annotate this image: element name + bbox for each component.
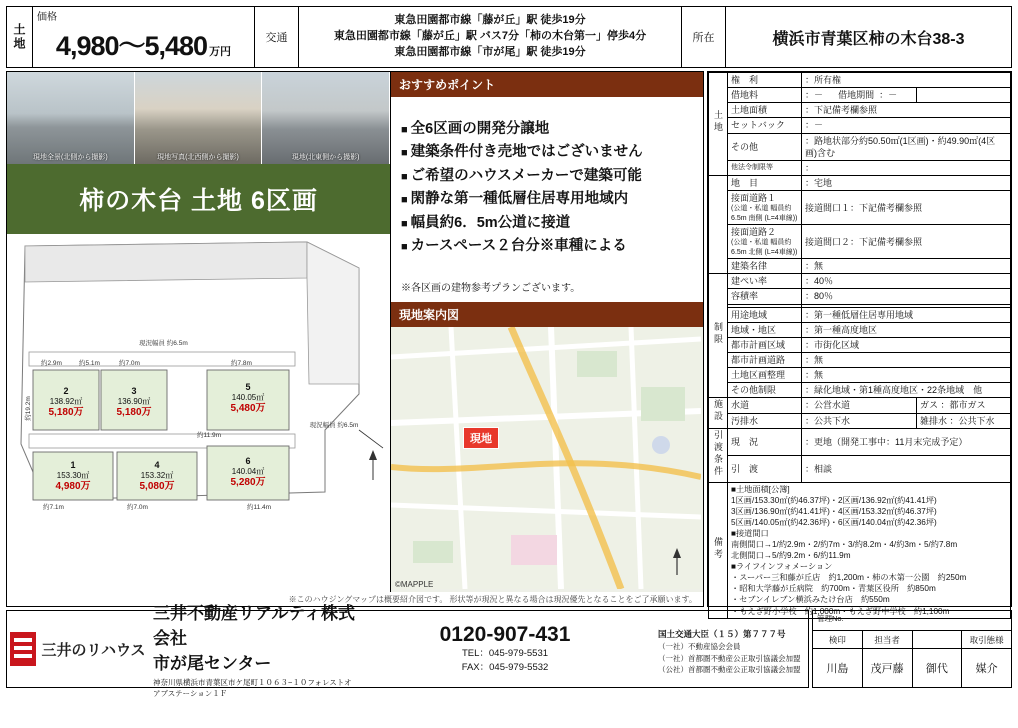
price-value: 4,980〜5,480 [55,31,208,61]
freedial-number[interactable]: 0120-907-431 [439,622,571,646]
stamp-column [863,631,913,687]
spec-key: 地 目 [728,175,802,190]
management-no-label: 管理No. [813,611,1011,631]
spec-key: その他制限 [728,383,802,398]
point-item: ■ カースペース２台分※車種による [401,235,695,258]
points-note: ※各区画の建物参考プランございます。 [401,282,581,294]
assoc-line: （公社）首都圏不動産公正取引協議会加盟 [658,665,801,675]
spec-value: ： [802,160,1011,175]
point-item: ■ 建築条件付き売地ではございません [401,141,695,164]
lot-label: 1 153.30㎡ 4,980万 [55,460,91,493]
access-line: 東急田園都市線「藤が丘」駅 バス7分「柿の木台第一」停歩4分 [333,30,647,43]
stamp-value: 御代 [925,663,948,675]
spec-value: ：所有権 [802,73,1011,88]
site-plan-map: 現況幅員 約6.5m 現況幅員 約6.5m 約2.9m 約5.1m 約7.0m 約7.8m 約19.2m 約11.9m 約7.1m 約7.0m 約11.4m 2 138.92㎡ 5,180万 3 136.90㎡ 5,180万 5 140.05㎡ 5,480万 1 153.30㎡ 4,980万 4 153.32㎡ 5,080万 6 140.04㎡ 5,280万 [7,234,390,592]
area-map-drawing [391,327,701,589]
photo-caption: 現地写真(北西側から撮影) [157,154,239,161]
spec-group-utilities: 施設 [708,398,727,428]
branch-name: 市が尾センター [153,654,272,673]
tel-number: TEL：045-979-5531 [461,647,549,659]
access-line: 東急田園都市線「藤が丘」駅 徒歩19分 [394,14,586,27]
spec-value: ：第一種低層住居専用地域 [802,307,1011,322]
header [6,6,1012,68]
map-credit: ©MAPPLE [395,580,434,589]
photo-strip [7,72,390,164]
company-info [149,599,358,699]
assoc-line: （一社）不動産協会会員 [658,642,741,652]
spec-value: 接道間口２：下記備考欄参照 [802,225,1011,259]
access-label: 交通 [255,7,299,67]
spec-table [708,72,1011,619]
spec-value: 雑排水 ：公共下水 [916,413,1010,428]
spec-key: 用途地域 [728,307,802,322]
spec-panel [707,71,1012,616]
logo-text: 三井のリハウス [41,641,146,659]
project-title: 柿の木台 土地 6区画 [7,164,390,234]
spec-key: 他法令制限等 [728,160,802,175]
sitemap-column [7,72,391,592]
address-block [681,7,1011,67]
spec-value: ガス ：都市ガス [916,398,1010,413]
spec-key: セットバック [728,118,802,133]
spec-value: ：無 [802,259,1011,274]
area-map-heading: 現地案内図 [391,302,703,327]
stamp-column [913,631,963,687]
stamp-header: 取引態様 [962,631,1011,649]
points-heading: おすすめポイント [391,72,703,97]
lot-label: 5 140.05㎡ 5,480万 [230,382,266,415]
spec-value: ：－ 借地期間 ：－ [802,88,917,103]
spec-group-handover: 引渡条件 [708,428,727,482]
contact-block[interactable] [358,623,658,676]
point-item: ■ 全6区画の開発分譲地 [401,118,695,141]
stamp-column [962,631,1011,687]
here-marker: 現地 [463,427,499,449]
spec-value: ：40％ [802,274,1011,289]
spec-value: ：下記備考欄参照 [802,103,1011,118]
spec-value: ：無 [802,368,1011,383]
spec-key: 建築名律 [728,259,802,274]
property-type-tag: 土地 [7,7,33,67]
road-width-label: 現況幅員 約6.5m [309,422,359,429]
point-item: ■ 幅員約6．5m公道に接道 [401,212,695,235]
spec-key: 地域・地区 [728,322,802,337]
spec-key: 接面道路２ (公道・私道 幅員約6.5m 北側 (L=4車線)) [728,225,802,259]
stamp-value: 茂戸藤 [870,663,904,675]
company-logo [7,611,149,687]
point-item: ■ 閑静な第一種低層住居専用地域内 [401,188,695,211]
left-panel [6,71,704,607]
assoc-line: （一社）首都圏不動産公正取引協議会加盟 [658,653,801,663]
lot-label: 6 140.04㎡ 5,280万 [230,456,266,489]
license-number: 国土交通大臣（１５）第７７７号 [658,628,786,639]
spec-key: 借地料 [728,88,802,103]
spec-key: その他 [728,133,802,160]
property-photo [135,72,263,164]
spec-key: 汚排水 [728,413,802,428]
lot-label: 2 138.92㎡ 5,180万 [48,386,84,419]
road-width-label: 現況幅員 約6.5m [139,340,188,347]
spec-key: 都市計画区域 [728,337,802,352]
spec-value: ：宅地 [802,175,1011,190]
stamp-header: 担当者 [863,631,912,649]
spec-key: 水道 [728,398,802,413]
stamp-header: 検印 [813,631,862,649]
company-address: 神奈川県横浜市青葉区市ケ尾町１０６３−１０フォレストオアブステーション１Ｆ [153,678,352,698]
spec-value: 接道間口１：下記備考欄参照 [802,191,1011,225]
stamp-column [813,631,863,687]
photo-caption: 現地全景(北側から撮影) [33,154,108,161]
fax-number: FAX：045-979-5532 [461,662,549,673]
spec-value: ：－ [802,118,1011,133]
spec-key: 都市計画道路 [728,353,802,368]
sitemap-note: ※このハウジングマップは概要紹介図です。 形状等が現況と異なる場合は現況優先となることをご了承願います。 [288,595,697,604]
spec-key: 引 渡 [728,455,802,482]
spec-key: 権 利 [728,73,802,88]
spec-group-land: 土地 [708,73,727,176]
spec-key: 土地面積 [728,103,802,118]
lot-label: 4 153.32㎡ 5,080万 [139,460,175,493]
body [6,71,1012,616]
price-unit: 万円 [209,46,232,58]
spec-group-restrictions: 制限 [708,274,727,398]
property-photo [7,72,135,164]
spec-key: 土地区画整理 [728,368,802,383]
spec-group-remarks: 備考 [708,482,727,618]
spec-value: ：公共下水 [802,413,917,428]
spec-key: 現 況 [728,428,802,455]
spec-value: ：80％ [802,289,1011,304]
price-label: 価格 [37,12,57,23]
agency-block [6,604,809,698]
company-name: 三井不動産リアルティ株式会社 [153,604,355,648]
points-list [391,108,703,265]
photo-caption: 現地(北東側から撮影) [291,154,360,161]
approval-stamp-box [812,610,1012,688]
points-column [391,72,703,592]
lot-label: 3 136.90㎡ 5,180万 [116,386,152,419]
spec-value: ：公営水道 [802,398,917,413]
remarks-body: ■土地面積[公簿] 1区画/153.30㎡(約46.37坪)・2区画/136.92㎡(約41.41坪) 3区画/136.90㎡(約41.41坪)・4区画/153.32㎡(約46.37坪) 5区画/140.05㎡(約42.36坪)・6区画/140.04㎡(約42.36坪) ■接道間口 南側間口→1/約2.9m・2/約7m・3/約8.2m・4/約3m・5/約7.8m 北側間口→5/約9.2m・6/約11.9m ■ライフインフォメーション ・スーパー三和藤が丘店 約1,200m・柿の木第一公園 約250m ・昭和大学藤が丘病院 約700m・青葉区役所 約850m ・セブンイレブン横浜みたけ台店 約550m ・もえぎ野小学校 約1,000m・もえぎ野中学校 約1,100m [728,482,1011,618]
spec-key: 接面道路１ (公道・私道 幅員約6.5m 南側 (L=4車線)) [728,191,802,225]
access-block [255,7,681,67]
stamp-value: 川島 [826,663,849,675]
area-map [391,327,703,592]
access-line: 東急田園都市線「市が尾」駅 徒歩19分 [394,45,586,58]
spec-value: ：路地状部分約50.50㎡(1区画)・約49.90㎡(4区画)含む [802,133,1011,160]
point-item: ■ ご希望のハウスメーカーで建築可能 [401,165,695,188]
price-block [33,7,255,67]
rehouse-logo-icon [10,632,36,666]
stamp-header [913,631,962,649]
spec-value: ：相談 [802,455,1011,482]
address-value: 横浜市青葉区柿の木台38-3 [772,30,965,48]
property-photo [262,72,390,164]
spec-value: ：無 [802,353,1011,368]
spec-value: ：第一種高度地区 [802,322,1011,337]
stamp-value: 媒介 [975,663,998,675]
spec-key: 容積率 [728,289,802,304]
license-block [658,622,808,676]
address-label: 所在 [682,7,726,67]
spec-key: 建ぺい率 [728,274,802,289]
spec-value: ：緑化地域・第1種高度地区・22条地域 他 [802,383,1011,398]
footer [6,604,1012,698]
spec-value: ：市街化区域 [802,337,1011,352]
spec-value: ：更地（開発工事中：11月末完成予定） [802,428,1011,455]
